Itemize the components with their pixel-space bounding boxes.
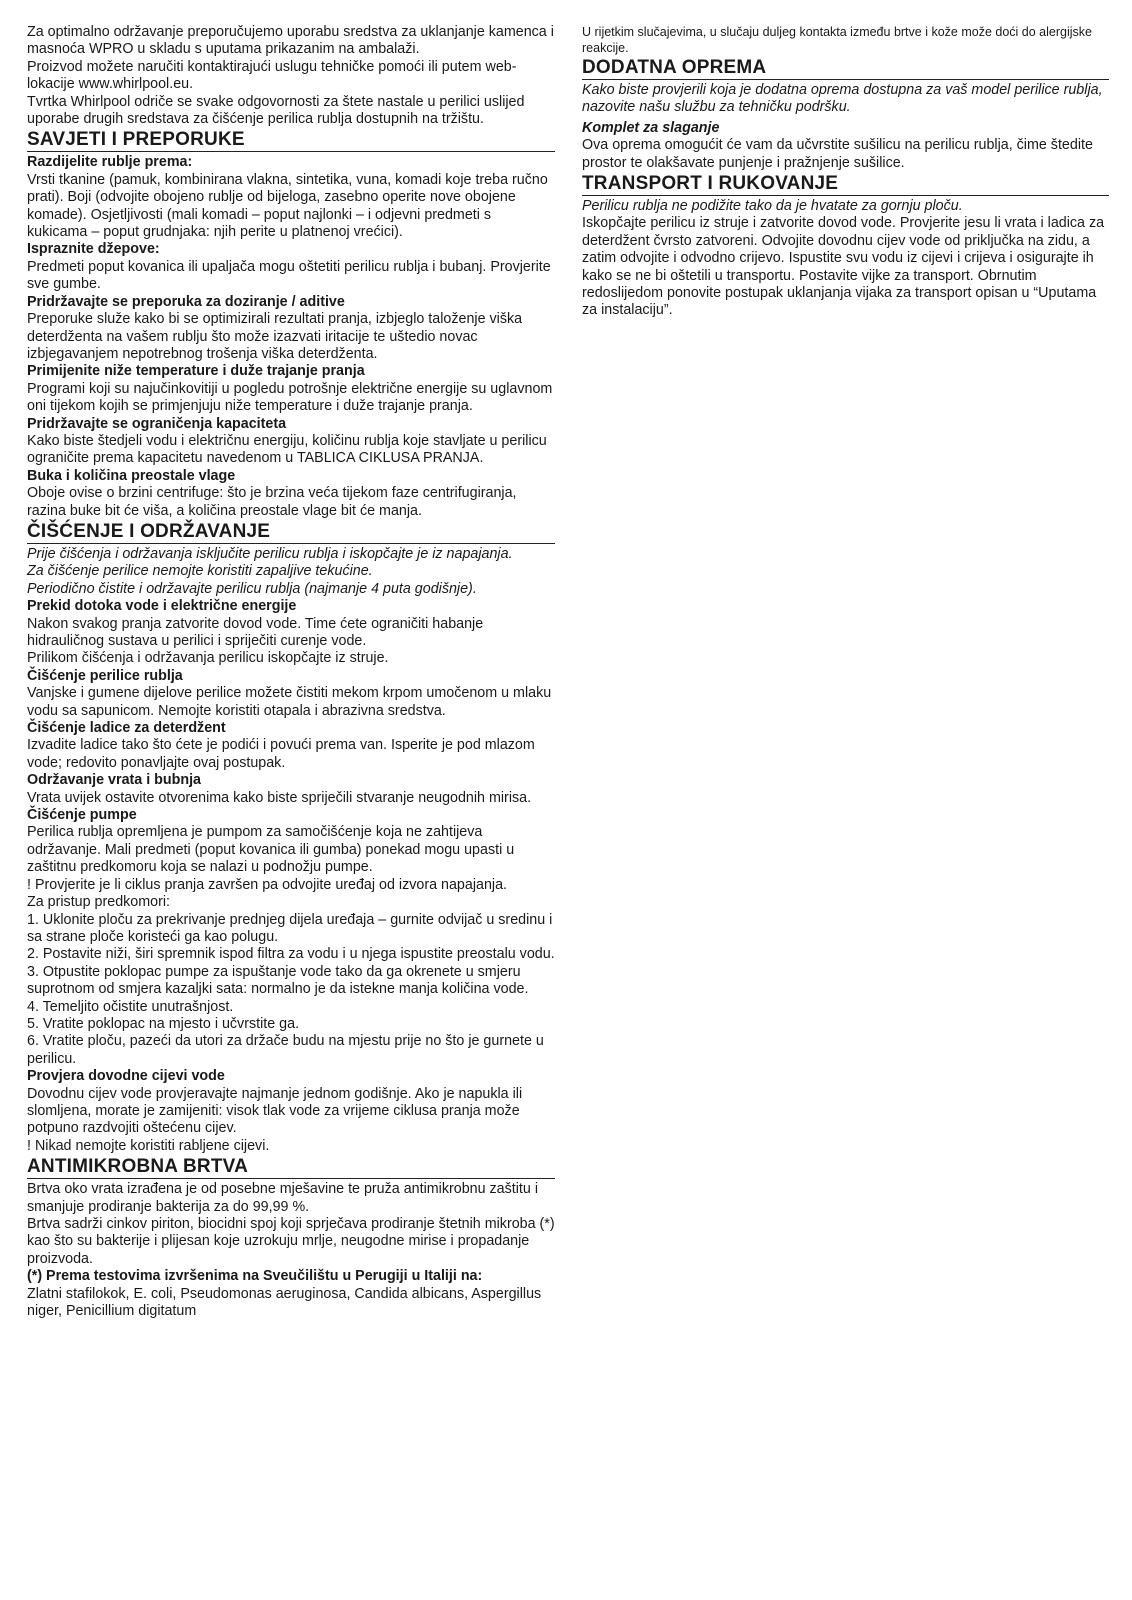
paragraph: Perilica rublja opremljena je pumpom za samočišćenje koja ne zahtijeva održavanje. Mali predmeti (poput kovanica ili gumba) ponekad mogu upasti u zaštitnu predkomoru koja se nalazi u podnožju pumpe. xyxy=(27,824,515,876)
italic-note: Kako biste provjerili koja je dodatna oprema dostupna za vaš model perilice rublja, nazovite našu službu za tehničku podršku. xyxy=(582,82,1103,116)
section-heading-oprema: DODATNA OPREMA xyxy=(582,57,1109,80)
subheading: Komplet za slaganje xyxy=(582,119,720,136)
section-heading-savjeti: SAVJETI I PREPORUKE xyxy=(27,129,555,152)
step-item: 4. Temeljito očistite unutrašnjost. xyxy=(27,998,234,1015)
paragraph: Prilikom čišćenja i održavanja perilicu iskopčajte iz struje. xyxy=(27,650,389,667)
subheading: Prekid dotoka vode i električne energije xyxy=(27,598,297,615)
paragraph: Predmeti poput kovanica ili upaljača mogu oštetiti perilicu rublja i bubanj. Provjerite sve gumbe. xyxy=(27,258,551,293)
italic-note: Periodično čistite i održavajte perilicu rublja (najmanje 4 puta godišnje). xyxy=(27,580,477,597)
italic-note: Za čišćenje perilice nemojte koristiti zapaljive tekućine. xyxy=(27,563,373,580)
paragraph: Za pristup predkomori: xyxy=(27,894,171,911)
footnote-title: (*) Prema testovima izvršenima na Sveučilištu u Perugiji u Italiji na: xyxy=(27,1268,483,1285)
paragraph: Izvadite ladice tako što ćete je podići i povući prema van. Isperite je pod mlazom vode; redovito ponavljajte ovaj postupak. xyxy=(27,737,535,771)
footnote-text: Zlatni stafilokok, E. coli, Pseudomonas aeruginosa, Candida albicans, Aspergillus niger, Penicillium digitatum xyxy=(27,1285,542,1320)
subheading: Pridržavajte se ograničenja kapaciteta xyxy=(27,415,287,432)
paragraph: Programi koji su najučinkovitiji u pogledu potrošnje električne energije su uglavnom oni tijekom kojih se primjenjuju niže temperature i duže trajanje pranja. xyxy=(27,380,553,415)
subheading: Čišćenje ladice za deterdžent xyxy=(27,720,226,737)
warning-line: ! Provjerite je li ciklus pranja završen pa odvojite uređaj od izvora napajanja. xyxy=(27,876,507,893)
section-heading-transport: TRANSPORT I RUKOVANJE xyxy=(582,173,1109,196)
step-item: 5. Vratite poklopac na mjesto i učvrstite ga. xyxy=(27,1015,300,1032)
paragraph: Vanjske i gumene dijelove perilice možete čistiti mekom krpom umočenom u mlaku vodu sa sapunicom. Nemojte koristiti otapala i abrazivna sredstva. xyxy=(27,685,552,719)
italic-note: Prije čišćenja i održavanja isključite perilicu rublja i iskopčajte je iz napajanja. xyxy=(27,545,513,562)
subheading: Ispraznite džepove: xyxy=(27,241,160,258)
step-item: 6. Vratite ploču, pazeći da utori za držače budu na mjestu prije no što je gurnete u perilicu. xyxy=(27,1033,544,1067)
paragraph: Vrsti tkanine (pamuk, kombinirana vlakna, sintetika, vuna, komadi koje treba ručno prati). Boji (odvojite obojeno rublje od bijeloga, zasebno operite nove obojene komade). Osjetljivosti (mali komadi – poput najlonki – i odjevni predmeti s kukicama – poput grudnjaka: njih perite u platnenoj vrećici). xyxy=(27,171,548,241)
intro-paragraph: Proizvod možete naručiti kontaktirajući uslugu tehničke pomoći ili putem web-lokacije www.whirlpool.eu. xyxy=(27,58,517,93)
paragraph: Brtva sadrži cinkov piriton, biocidni spoj koji sprječava prodiranje štetnih mikroba (*) kao što su bakterije i plijesan koje uzrokuju mrlje, neugodne mirise i propadanje proizvoda. xyxy=(27,1216,555,1267)
paragraph: Oboje ovise o brzini centrifuge: što je brzina veća tijekom faze centrifugiranja, razina buke bit će viša, a količina preostale vlage bit će manja. xyxy=(27,485,517,519)
paragraph: Dovodnu cijev vode provjeravajte najmanje jednom godišnje. Ako je napukla ili slomljena, morate je zamijeniti: visok tlak vode za vrijeme ciklusa pranja može potpuno razdvojiti oštećenu cijev. xyxy=(27,1085,523,1137)
section-heading-ciscenje: ČIŠĆENJE I ODRŽAVANJE xyxy=(27,521,555,544)
subheading: Čišćenje perilice rublja xyxy=(27,667,183,684)
subheading: Buka i količina preostale vlage xyxy=(27,467,236,484)
paragraph: Vrata uvijek ostavite otvorenima kako biste spriječili stvaranje neugodnih mirisa. xyxy=(27,789,532,806)
right-column xyxy=(582,24,1109,320)
italic-note: Perilicu rublja ne podižite tako da je hvatate za gornju ploču. xyxy=(582,198,963,215)
section-heading-brtva: ANTIMIKROBNA BRTVA xyxy=(27,1156,555,1179)
paragraph: Iskopčajte perilicu iz struje i zatvorite dovod vode. Provjerite jesu li vrata i ladica za deterdžent čvrsto zatvoreni. Odvojite dovodnu cijev vode od priključka na zidu, a zatim odvojite i odvodno crijevo. Ispustite svu vodu iz cijevi i crijeva i osigurajte ih kako se ne bi oštetili u transportu. Postavite vijke za transport. Obrnutim redoslijedom ponovite postupak uklanjanja vijaka za transport opisan u “Uputama za instalaciju”. xyxy=(582,215,1105,319)
warning-line: ! Nikad nemojte koristiti rabljene cijevi. xyxy=(27,1137,270,1154)
subheading: Razdijelite rublje prema: xyxy=(27,154,193,171)
step-item: 3. Otpustite poklopac pumpe za ispuštanje vode tako da ga okrenete u smjeru suprotnom od smjera kazaljki sata: normalno je da istekne manja količina vode. xyxy=(27,963,529,998)
subheading: Održavanje vrata i bubnja xyxy=(27,772,201,789)
paragraph: Preporuke služe kako bi se optimizirali rezultati pranja, izbjeglo taloženje viška deterdženta na vašem rublju što može izazvati iritacije te uštedio novac izbjegavanjem nepotrebnog trošenja viška deterdženta. xyxy=(27,311,523,362)
intro-paragraph: Za optimalno održavanje preporučujemo uporabu sredstva za uklanjanje kamenca i masnoća WPRO u skladu s uputama prikazanim na ambalaži. xyxy=(27,24,554,58)
step-item: 2. Postavite niži, širi spremnik ispod filtra za vodu i u njega ispustite preostalu vodu. xyxy=(27,946,555,963)
intro-paragraph: Tvrtka Whirlpool odriče se svake odgovornosti za štete nastale u perilici uslijed uporabe drugih sredstava za čišćenje perilica rublja dostupnih na tržištu. xyxy=(27,93,525,128)
left-column xyxy=(27,24,555,1320)
paragraph: Nakon svakog pranja zatvorite dovod vode. Time ćete ograničiti habanje hidrauličnog sustava u perilici i spriječiti curenje vode. xyxy=(27,615,484,649)
subheading: Provjera dovodne cijevi vode xyxy=(27,1068,225,1085)
paragraph: Kako biste štedjeli vodu i električnu energiju, količinu rublja koje stavljate u perilicu ograničite prema kapacitetu navedenom u TABLICA CIKLUSA PRANJA. xyxy=(27,432,547,467)
subheading: Čišćenje pumpe xyxy=(27,807,137,824)
subheading: Pridržavajte se preporuka za doziranje / aditive xyxy=(27,293,345,310)
paragraph: Brtva oko vrata izrađena je od posebne mješavine te pruža antimikrobnu zaštitu i smanjuje prodiranje bakterija za do 99,99 %. xyxy=(27,1181,538,1215)
subheading: Primijenite niže temperature i duže trajanje pranja xyxy=(27,363,365,380)
small-note: U rijetkim slučajevima, u slučaju duljeg kontakta između brtve i kože može doći do alergijske reakcije. xyxy=(582,25,1092,55)
step-item: 1. Uklonite ploču za prekrivanje prednjeg dijela uređaja – gurnite odvijač u sredinu i sa strane ploče koristeći ga kao polugu. xyxy=(27,911,553,945)
paragraph: Ova oprema omogućit će vam da učvrstite sušilicu na perilicu rublja, čime štedite prostor te olakšavate punjenje i pražnjenje sušilice. xyxy=(582,137,1093,171)
